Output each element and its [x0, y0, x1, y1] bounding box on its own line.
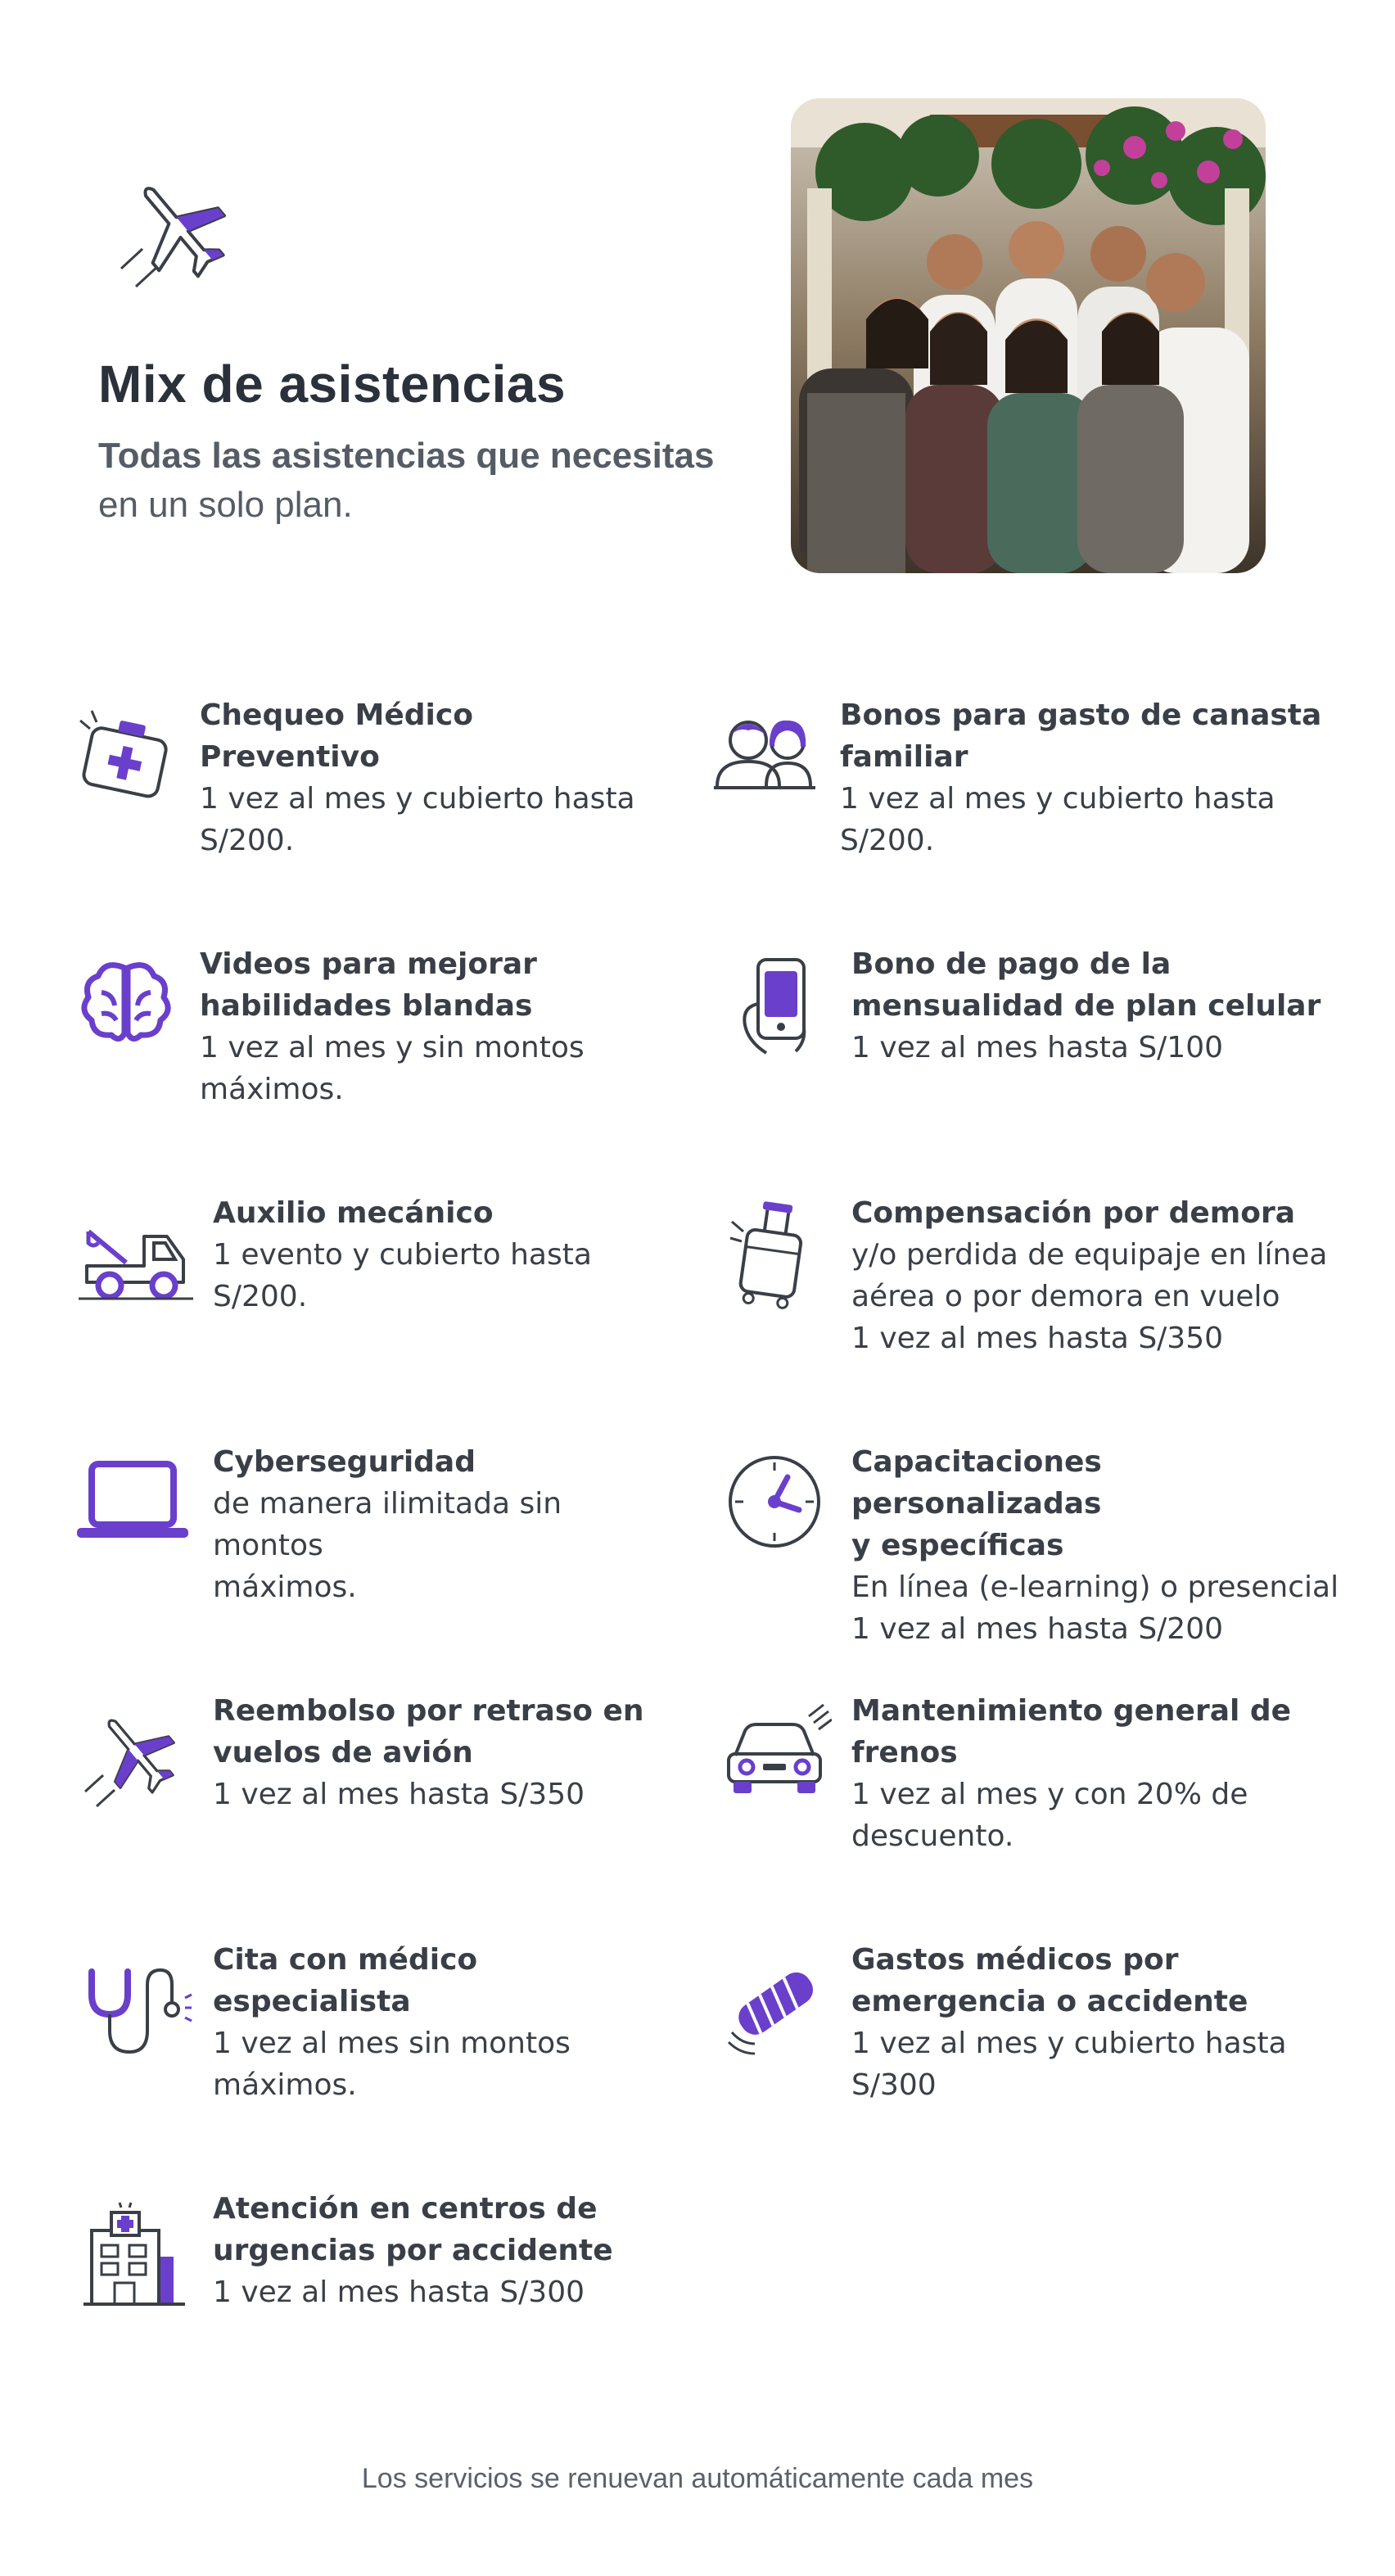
page-title: Mix de asistencias [98, 355, 567, 414]
item-title: Atención en centros de urgencias por accidente [213, 2192, 613, 2267]
item-title: Videos para mejorar habilidades blandas [200, 947, 537, 1023]
item-description: de manera ilimitada sin montos máximos. [213, 1487, 562, 1604]
car-icon [717, 1698, 832, 1813]
item-title: Bono de pago de la mensualidad de plan celular [851, 947, 1321, 1023]
item-description: 1 evento y cubierto hasta S/200. [213, 1238, 592, 1313]
item-description: 1 vez al mes y cubierto hasta S/300 [851, 2027, 1287, 2102]
group-selfie-photo [791, 98, 1266, 573]
item-title: Auxilio mecánico [213, 1196, 494, 1230]
item-title: Chequeo Médico Preventivo [200, 698, 473, 774]
mobile-phone-icon [720, 947, 835, 1061]
clock-icon [717, 1444, 832, 1559]
item-description: y/o perdida de equipaje en línea aérea o por demora en vuelo 1 vez al mes hasta S/350 [851, 1238, 1328, 1355]
item-title: Compensación por demora [851, 1196, 1296, 1230]
tow-truck-icon [79, 1200, 193, 1315]
item-title: Mantenimiento general de frenos [851, 1694, 1292, 1769]
airplane-icon [115, 164, 246, 295]
footer-note: Los servicios se renuevan automáticamente cada mes [361, 2463, 1034, 2494]
item-description: 1 vez al mes y cubierto hasta S/200. [840, 782, 1275, 857]
luggage-icon [720, 1197, 835, 1312]
item-description: 1 vez al mes y con 20% de descuento. [851, 1778, 1248, 1853]
laptop-icon [75, 1443, 190, 1557]
item-title: Capacitaciones personalizadas y específicas [851, 1445, 1102, 1562]
item-title: Gastos médicos por emergencia o accidente [851, 1943, 1248, 2018]
airplane-icon [79, 1700, 193, 1814]
hospital-icon [79, 2198, 193, 2312]
bandaged-arm-icon [717, 1947, 832, 2062]
item-description: 1 vez al mes hasta S/300 [213, 2275, 585, 2309]
item-description: 1 vez al mes y cubierto hasta S/200. [200, 782, 635, 857]
family-icon [709, 694, 824, 809]
item-description: 1 vez al mes y sin montos máximos. [200, 1031, 585, 1106]
item-description: 1 vez al mes hasta S/100 [851, 1031, 1224, 1064]
item-title: Cyberseguridad [213, 1445, 476, 1479]
item-title: Bonos para gasto de canasta familiar [840, 698, 1322, 774]
page-subtitle: Todas las asistencias que necesitas [98, 436, 715, 476]
item-description: 1 vez al mes sin montos máximos. [213, 2027, 571, 2102]
medical-kit-icon [69, 699, 183, 814]
stethoscope-icon [79, 1949, 193, 2063]
brain-icon [69, 943, 183, 1058]
item-title: Cita con médico especialista [213, 1943, 478, 2018]
item-title: Reembolso por retraso en vuelos de avión [213, 1694, 644, 1769]
item-description: En línea (e-learning) o presencial 1 vez al mes hasta S/200 [851, 1570, 1339, 1646]
page-subtitle-secondary: en un solo plan. [98, 485, 353, 525]
item-description: 1 vez al mes hasta S/350 [213, 1778, 585, 1811]
